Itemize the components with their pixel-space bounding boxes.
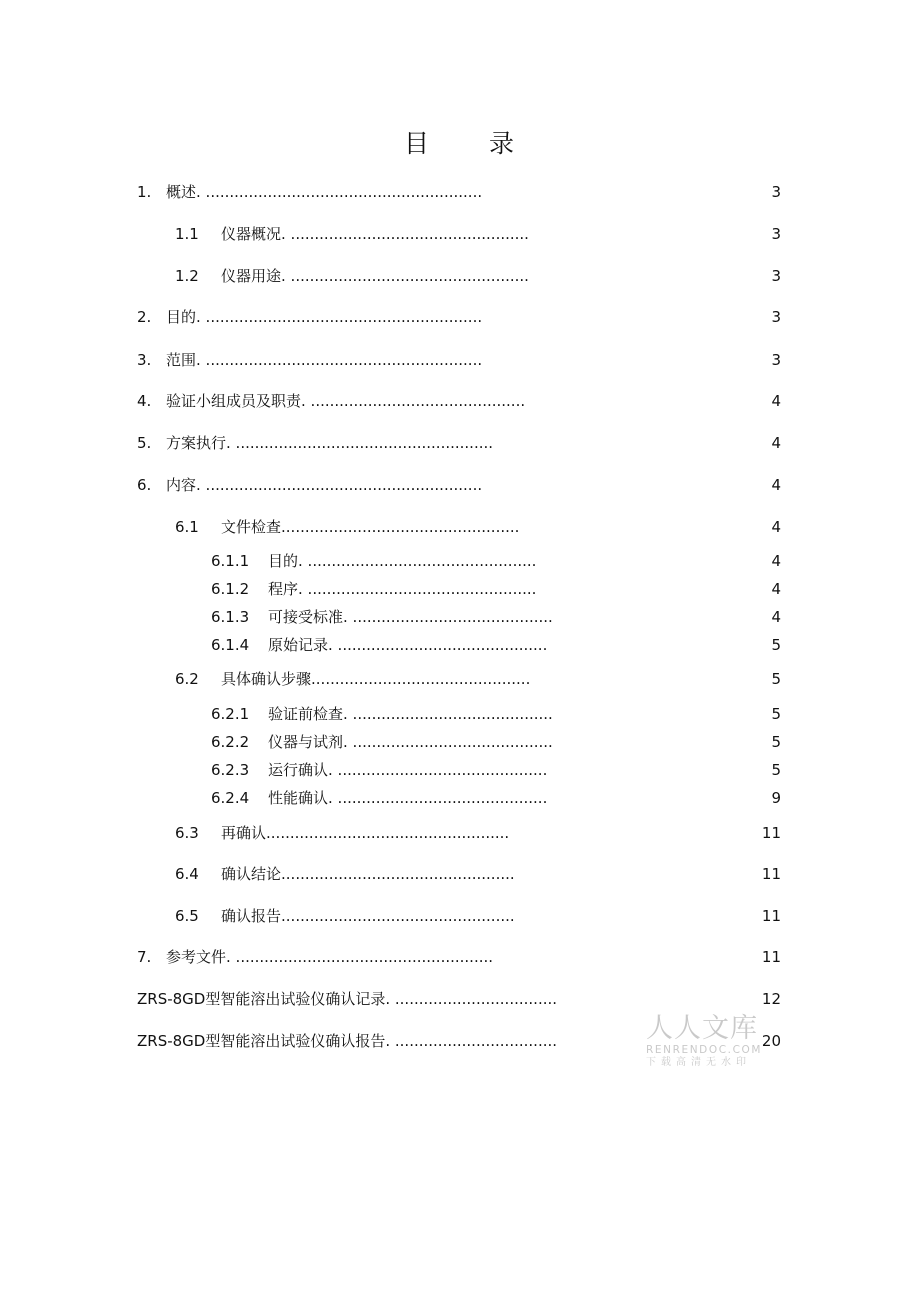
- toc-entry-title: 验证小组成员及职责: [166, 392, 302, 410]
- toc-entry-number: 7.: [137, 948, 152, 966]
- watermark-brand: 人人文库: [646, 1013, 758, 1044]
- toc-entry-page: 11: [761, 907, 781, 925]
- watermark-slogan: 下载高清无水印: [646, 1057, 751, 1068]
- toc-entry-title: ZRS-8GD型智能溶出试验仪确认记录: [137, 990, 386, 1008]
- toc-entry-leader: .................................................: [281, 907, 515, 925]
- toc-entry-title: 仪器概况: [221, 225, 282, 243]
- toc-entry-number: 6.2.4: [211, 789, 250, 807]
- toc-entry-number: 1.: [137, 183, 152, 201]
- toc-entry-leader: . ..................................................: [281, 225, 529, 243]
- toc-entry-page: 20: [761, 1032, 781, 1050]
- toc-entry-leader: . ................................................: [298, 552, 537, 570]
- toc-entry[interactable]: [137, 474, 482, 496]
- toc-entry-page: 4: [771, 608, 781, 626]
- toc-entry-leader: ...................................................: [266, 824, 510, 842]
- toc-entry-number: 6.5: [175, 907, 199, 925]
- toc-entry-title: 验证前检查: [268, 705, 344, 723]
- title-part-2: 录: [489, 129, 517, 158]
- toc-entry-leader: . ..........................................................: [196, 308, 483, 326]
- toc-entry[interactable]: [211, 634, 547, 656]
- toc-entry-page: 3: [771, 351, 781, 369]
- toc-entry-title: 原始记录: [268, 636, 329, 654]
- toc-entry[interactable]: [137, 1030, 557, 1052]
- toc-entry-number: 5.: [137, 434, 152, 452]
- toc-entry-number: 1.1: [175, 225, 199, 243]
- toc-entry-leader: ..............................................: [311, 670, 531, 688]
- toc-entry-page: 5: [771, 733, 781, 751]
- toc-entry-leader: ..................................................: [281, 518, 520, 536]
- toc-entry-page: 4: [771, 392, 781, 410]
- toc-entry-number: 6.2: [175, 670, 199, 688]
- toc-entry-title: 程序: [268, 580, 299, 598]
- toc-entry[interactable]: [175, 516, 519, 538]
- toc-entry-page: 3: [771, 308, 781, 326]
- toc-entry-number: 6.1.2: [211, 580, 250, 598]
- toc-entry-leader: . ............................................: [328, 761, 548, 779]
- toc-entry[interactable]: [137, 946, 493, 968]
- toc-entry-title: 可接受标准: [268, 608, 344, 626]
- toc-entry-title: 参考文件: [166, 948, 227, 966]
- toc-entry-number: 1.2: [175, 267, 199, 285]
- toc-entry[interactable]: [175, 863, 515, 885]
- toc-entry-number: 6.1.3: [211, 608, 250, 626]
- toc-entry-page: 3: [771, 267, 781, 285]
- toc-entry-page: 4: [771, 518, 781, 536]
- toc-entry-leader: . ......................................................: [226, 434, 494, 452]
- toc-entry-page: 5: [771, 636, 781, 654]
- toc-entry-title: 仪器与试剂: [268, 733, 344, 751]
- toc-entry[interactable]: [175, 265, 529, 287]
- toc-entry-page: 5: [771, 670, 781, 688]
- toc-entry-page: 5: [771, 705, 781, 723]
- toc-entry[interactable]: [137, 988, 557, 1010]
- toc-entry-number: 6.3: [175, 824, 199, 842]
- toc-entry-page: 4: [771, 580, 781, 598]
- toc-entry-page: 9: [771, 789, 781, 807]
- toc-entry-title: 再确认: [221, 824, 267, 842]
- toc-entry[interactable]: [137, 306, 482, 328]
- toc-entry-title: 具体确认步骤: [221, 670, 312, 688]
- toc-entry-page: 11: [761, 948, 781, 966]
- toc-entry-number: 3.: [137, 351, 152, 369]
- toc-entry-number: 4.: [137, 392, 152, 410]
- toc-entry[interactable]: [211, 703, 553, 725]
- toc-entry-leader: . ............................................: [328, 789, 548, 807]
- toc-entry-title: 性能确认: [268, 789, 329, 807]
- toc-entry-title: 仪器用途: [221, 267, 282, 285]
- toc-entry-number: 6.1.1: [211, 552, 250, 570]
- toc-entry-title: 方案执行: [166, 434, 227, 452]
- toc-entry-leader: . ............................................: [328, 636, 548, 654]
- toc-entry[interactable]: [211, 606, 553, 628]
- toc-entry-title: 概述: [166, 183, 197, 201]
- toc-entry-page: 5: [771, 761, 781, 779]
- toc-entry-leader: . ................................................: [298, 580, 537, 598]
- toc-entry[interactable]: [175, 905, 515, 927]
- toc-entry[interactable]: [137, 181, 482, 203]
- toc-entry[interactable]: [137, 349, 482, 371]
- title-part-1: 目: [403, 129, 431, 158]
- toc-entry-leader: . ..................................: [385, 1032, 558, 1050]
- toc-entry-leader: . ......................................................: [226, 948, 494, 966]
- toc-entry-leader: . ..................................: [385, 990, 558, 1008]
- toc-entry-leader: . .............................................: [301, 392, 526, 410]
- toc-entry-page: 4: [771, 552, 781, 570]
- toc-entry-page: 4: [771, 476, 781, 494]
- toc-entry-page: 3: [771, 225, 781, 243]
- toc-entry-title: 内容: [166, 476, 197, 494]
- toc-entry-leader: . ..........................................: [343, 705, 553, 723]
- toc-entry[interactable]: [175, 822, 509, 844]
- toc-entry[interactable]: [175, 223, 529, 245]
- toc-entry-leader: . ..........................................................: [196, 351, 483, 369]
- toc-entry[interactable]: [211, 578, 536, 600]
- toc-entry-title: 范围: [166, 351, 197, 369]
- toc-entry[interactable]: [175, 668, 530, 690]
- toc-entry-number: 6.: [137, 476, 152, 494]
- toc-entry-title: 运行确认: [268, 761, 329, 779]
- toc-entry-title: 目的: [268, 552, 299, 570]
- toc-entry-number: 6.1.4: [211, 636, 250, 654]
- toc-entry-leader: . ..................................................: [281, 267, 529, 285]
- toc-entry-title: 文件检查: [221, 518, 282, 536]
- toc-entry-title: ZRS-8GD型智能溶出试验仪确认报告: [137, 1032, 386, 1050]
- toc-entry[interactable]: [211, 759, 547, 781]
- toc-entry-number: 2.: [137, 308, 152, 326]
- toc-entry[interactable]: [137, 432, 493, 454]
- toc-entry-page: 4: [771, 434, 781, 452]
- toc-entry-title: 确认报告: [221, 907, 282, 925]
- toc-entry[interactable]: [137, 390, 525, 412]
- toc-title: [0, 124, 920, 160]
- toc-entry-leader: . ..........................................................: [196, 476, 483, 494]
- toc-entry-page: 11: [761, 865, 781, 883]
- toc-entry-number: 6.2.1: [211, 705, 250, 723]
- toc-entry-leader: . ..........................................: [343, 608, 553, 626]
- toc-entry[interactable]: [211, 731, 553, 753]
- toc-entry-leader: . ..........................................................: [196, 183, 483, 201]
- toc-entry-leader: . ..........................................: [343, 733, 553, 751]
- toc-entry-title: 目的: [166, 308, 197, 326]
- watermark: [646, 1014, 776, 1070]
- toc-entry-number: 6.2.3: [211, 761, 250, 779]
- watermark-domain: RENRENDOC.COM: [646, 1044, 763, 1056]
- toc-entry-number: 6.4: [175, 865, 199, 883]
- toc-entry-title: 确认结论: [221, 865, 282, 883]
- toc-entry-number: 6.2.2: [211, 733, 250, 751]
- toc-entry-page: 11: [761, 824, 781, 842]
- toc-entry[interactable]: [211, 550, 536, 572]
- toc-entry-leader: .................................................: [281, 865, 515, 883]
- toc-entry-number: 6.1: [175, 518, 199, 536]
- toc-entry[interactable]: [211, 787, 547, 809]
- toc-entry-page: 12: [761, 990, 781, 1008]
- toc-entry-page: 3: [771, 183, 781, 201]
